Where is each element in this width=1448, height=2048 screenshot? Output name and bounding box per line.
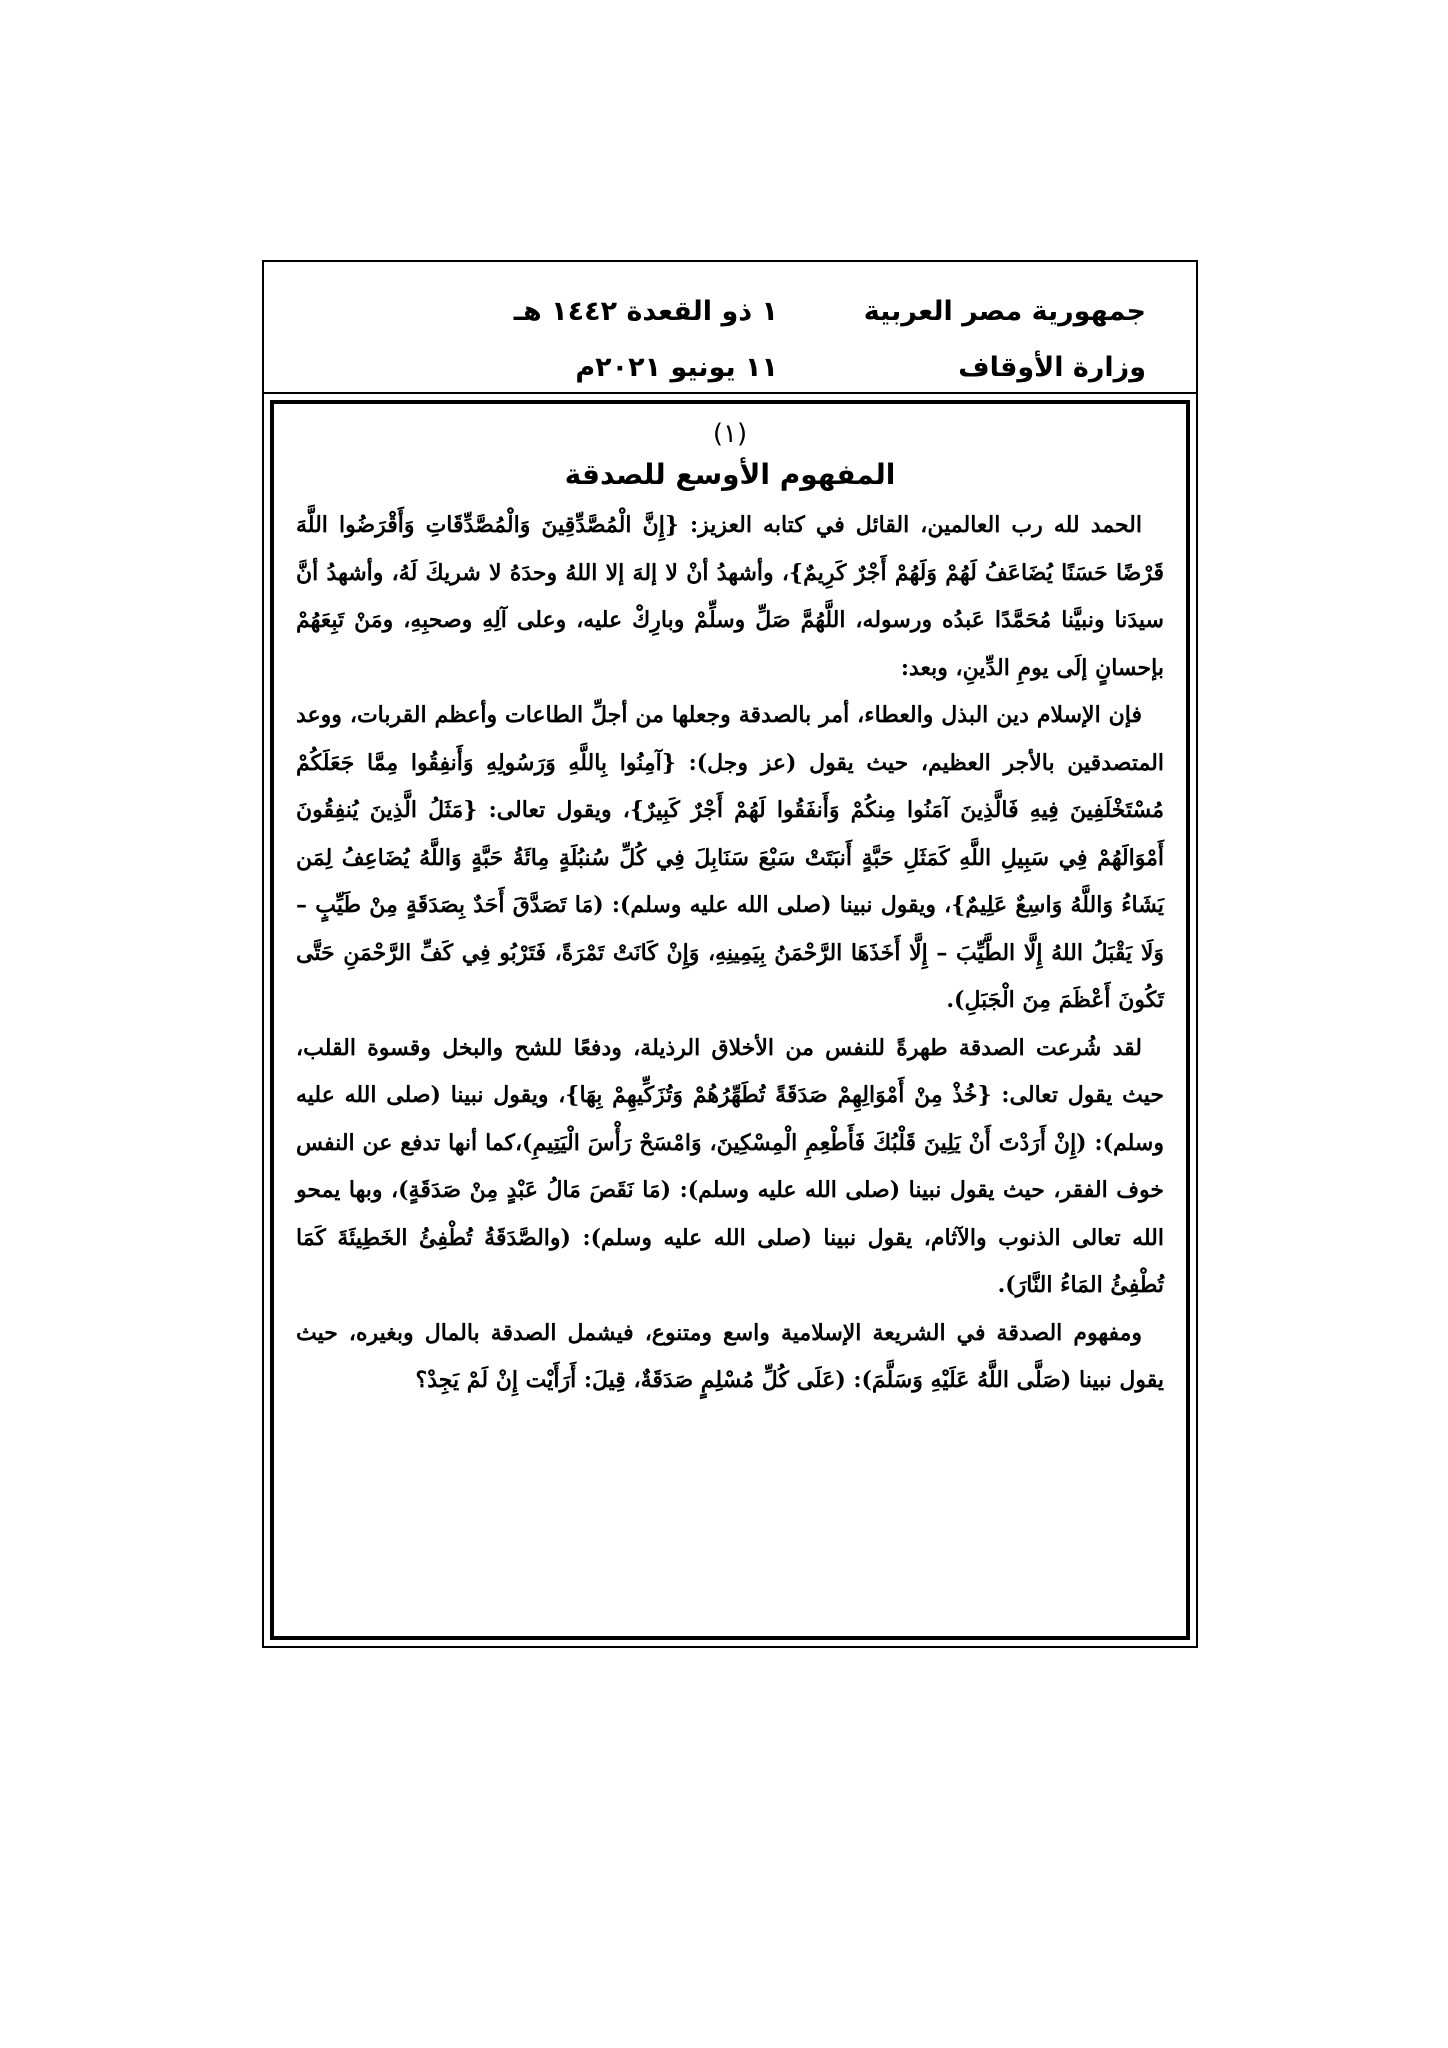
section-title: المفهوم الأوسع للصدقة xyxy=(564,458,896,491)
ministry-name: وزارة الأوقاف xyxy=(958,352,1146,383)
header-issuer xyxy=(864,284,1146,396)
section-number: (١) xyxy=(712,419,748,449)
paragraph: الحمد لله رب العالمين، القائل في كتابه العزيز: {إِنَّ الْمُصَّدِّقِينَ وَالْمُصَّدِّقَاتِ وَأَقْرَضُوا اللَّهَ قَرْضًا حَسَنًا يُضَاعَفُ لَهُمْ وَلَهُمْ أَجْرٌ كَرِيمٌ}، وأشهدُ أنْ لا إلهَ إلا اللهُ وحدَهُ لا شريكَ لَهُ، وأشهدُ أنَّ سيدَنا ونبيَّنا مُحَمَّدًا عَبدُه ورسوله، اللَّهُمَّ صَلِّ وسلِّمْ وبارِكْ عليه، وعلى آلِهِ وصحبِهِ، ومَنْ تَبِعَهُمْ بإحسانٍ إلَى يومِ الدِّينِ، وبعد: xyxy=(296,512,1164,681)
paragraph: فإن الإسلام دين البذل والعطاء، أمر بالصدقة وجعلها من أجلِّ الطاعات وأعظم القربات، ووعد المتصدقين بالأجر العظيم، حيث يقول (عز وجل): {آمِنُوا بِاللَّهِ وَرَسُولِهِ وَأَنفِقُوا مِمَّا جَعَلَكُمْ مُسْتَخْلَفِينَ فِيهِ فَالَّذِينَ آمَنُوا مِنكُمْ وَأَنفَقُوا لَهُمْ أَجْرٌ كَبِيرٌ}، ويقول تعالى: {مَثَلُ الَّذِينَ يُنفِقُونَ أَمْوَالَهُمْ فِي سَبِيلِ اللَّهِ كَمَثَلِ حَبَّةٍ أَنبَتَتْ سَبْعَ سَنَابِلَ فِي كُلِّ سُنبُلَةٍ مِائَةُ حَبَّةٍ وَاللَّهُ يُضَاعِفُ لِمَن يَشَاءُ وَاللَّهُ وَاسِعٌ عَلِيمٌ}، ويقول نبينا (صلى الله عليه وسلم): (مَا تَصَدَّقَ أَحَدٌ بِصَدَقَةٍ مِنْ طَيِّبٍ – وَلَا يَقْبَلُ اللهُ إِلَّا الطَّيِّبَ – إِلَّا أَخَذَهَا الرَّحْمَنُ بِيَمِينِهِ، وَإِنْ كَانَتْ تَمْرَةً، فَتَرْبُو فِي كَفِّ الرَّحْمَنِ حَتَّى تَكُونَ أَعْظَمَ مِنَ الْجَبَلِ). xyxy=(296,702,1164,1013)
header-dates xyxy=(514,284,778,396)
document-body xyxy=(270,400,1190,1640)
hijri-date: ١ ذو القعدة ١٤٤٢ هـ xyxy=(513,296,778,327)
country-name: جمهورية مصر العربية xyxy=(863,296,1146,327)
paragraph: لقد شُرعت الصدقة طهرةً للنفس من الأخلاق الرذيلة، ودفعًا للشح والبخل وقسوة القلب، حيث يقول تعالى: {خُذْ مِنْ أَمْوَالِهِمْ صَدَقَةً تُطَهِّرُهُمْ وَتُزَكِّيهِمْ بِهَا}، ويقول نبينا (صلى الله عليه وسلم): (إِنْ أَرَدْتَ أَنْ يَلِينَ قَلْبُكَ فَأَطْعِمِ الْمِسْكِينَ، وَامْسَحْ رَأْسَ الْيَتِيمِ)،كما أنها تدفع عن النفس خوف الفقر، حيث يقول نبينا (صلى الله عليه وسلم): (مَا نَقَصَ مَالُ عَبْدٍ مِنْ صَدَقَةٍ)، وبها يمحو الله تعالى الذنوب والآثام، يقول نبينا (صلى الله عليه وسلم): (والصَّدَقَةُ تُطْفِئُ الخَطِيئَةَ كَمَا تُطْفِئُ المَاءُ النَّارَ). xyxy=(296,1034,1164,1298)
paragraph: ومفهوم الصدقة في الشريعة الإسلامية واسع ومتنوع، فيشمل الصدقة بالمال وبغيره، حيث يقول نبينا (صَلَّى اللَّهُ عَلَيْهِ وَسَلَّمَ): (عَلَى كُلِّ مُسْلِمٍ صَدَقَةٌ، قِيلَ: أَرَأَيْت إِنْ لَمْ يَجِدْ؟ xyxy=(296,1319,1164,1393)
gregorian-date: ١١ يونيو ٢٠٢١م xyxy=(575,352,778,383)
text-body xyxy=(274,498,1186,1405)
document-header xyxy=(264,262,1196,394)
document-frame xyxy=(262,260,1198,1648)
